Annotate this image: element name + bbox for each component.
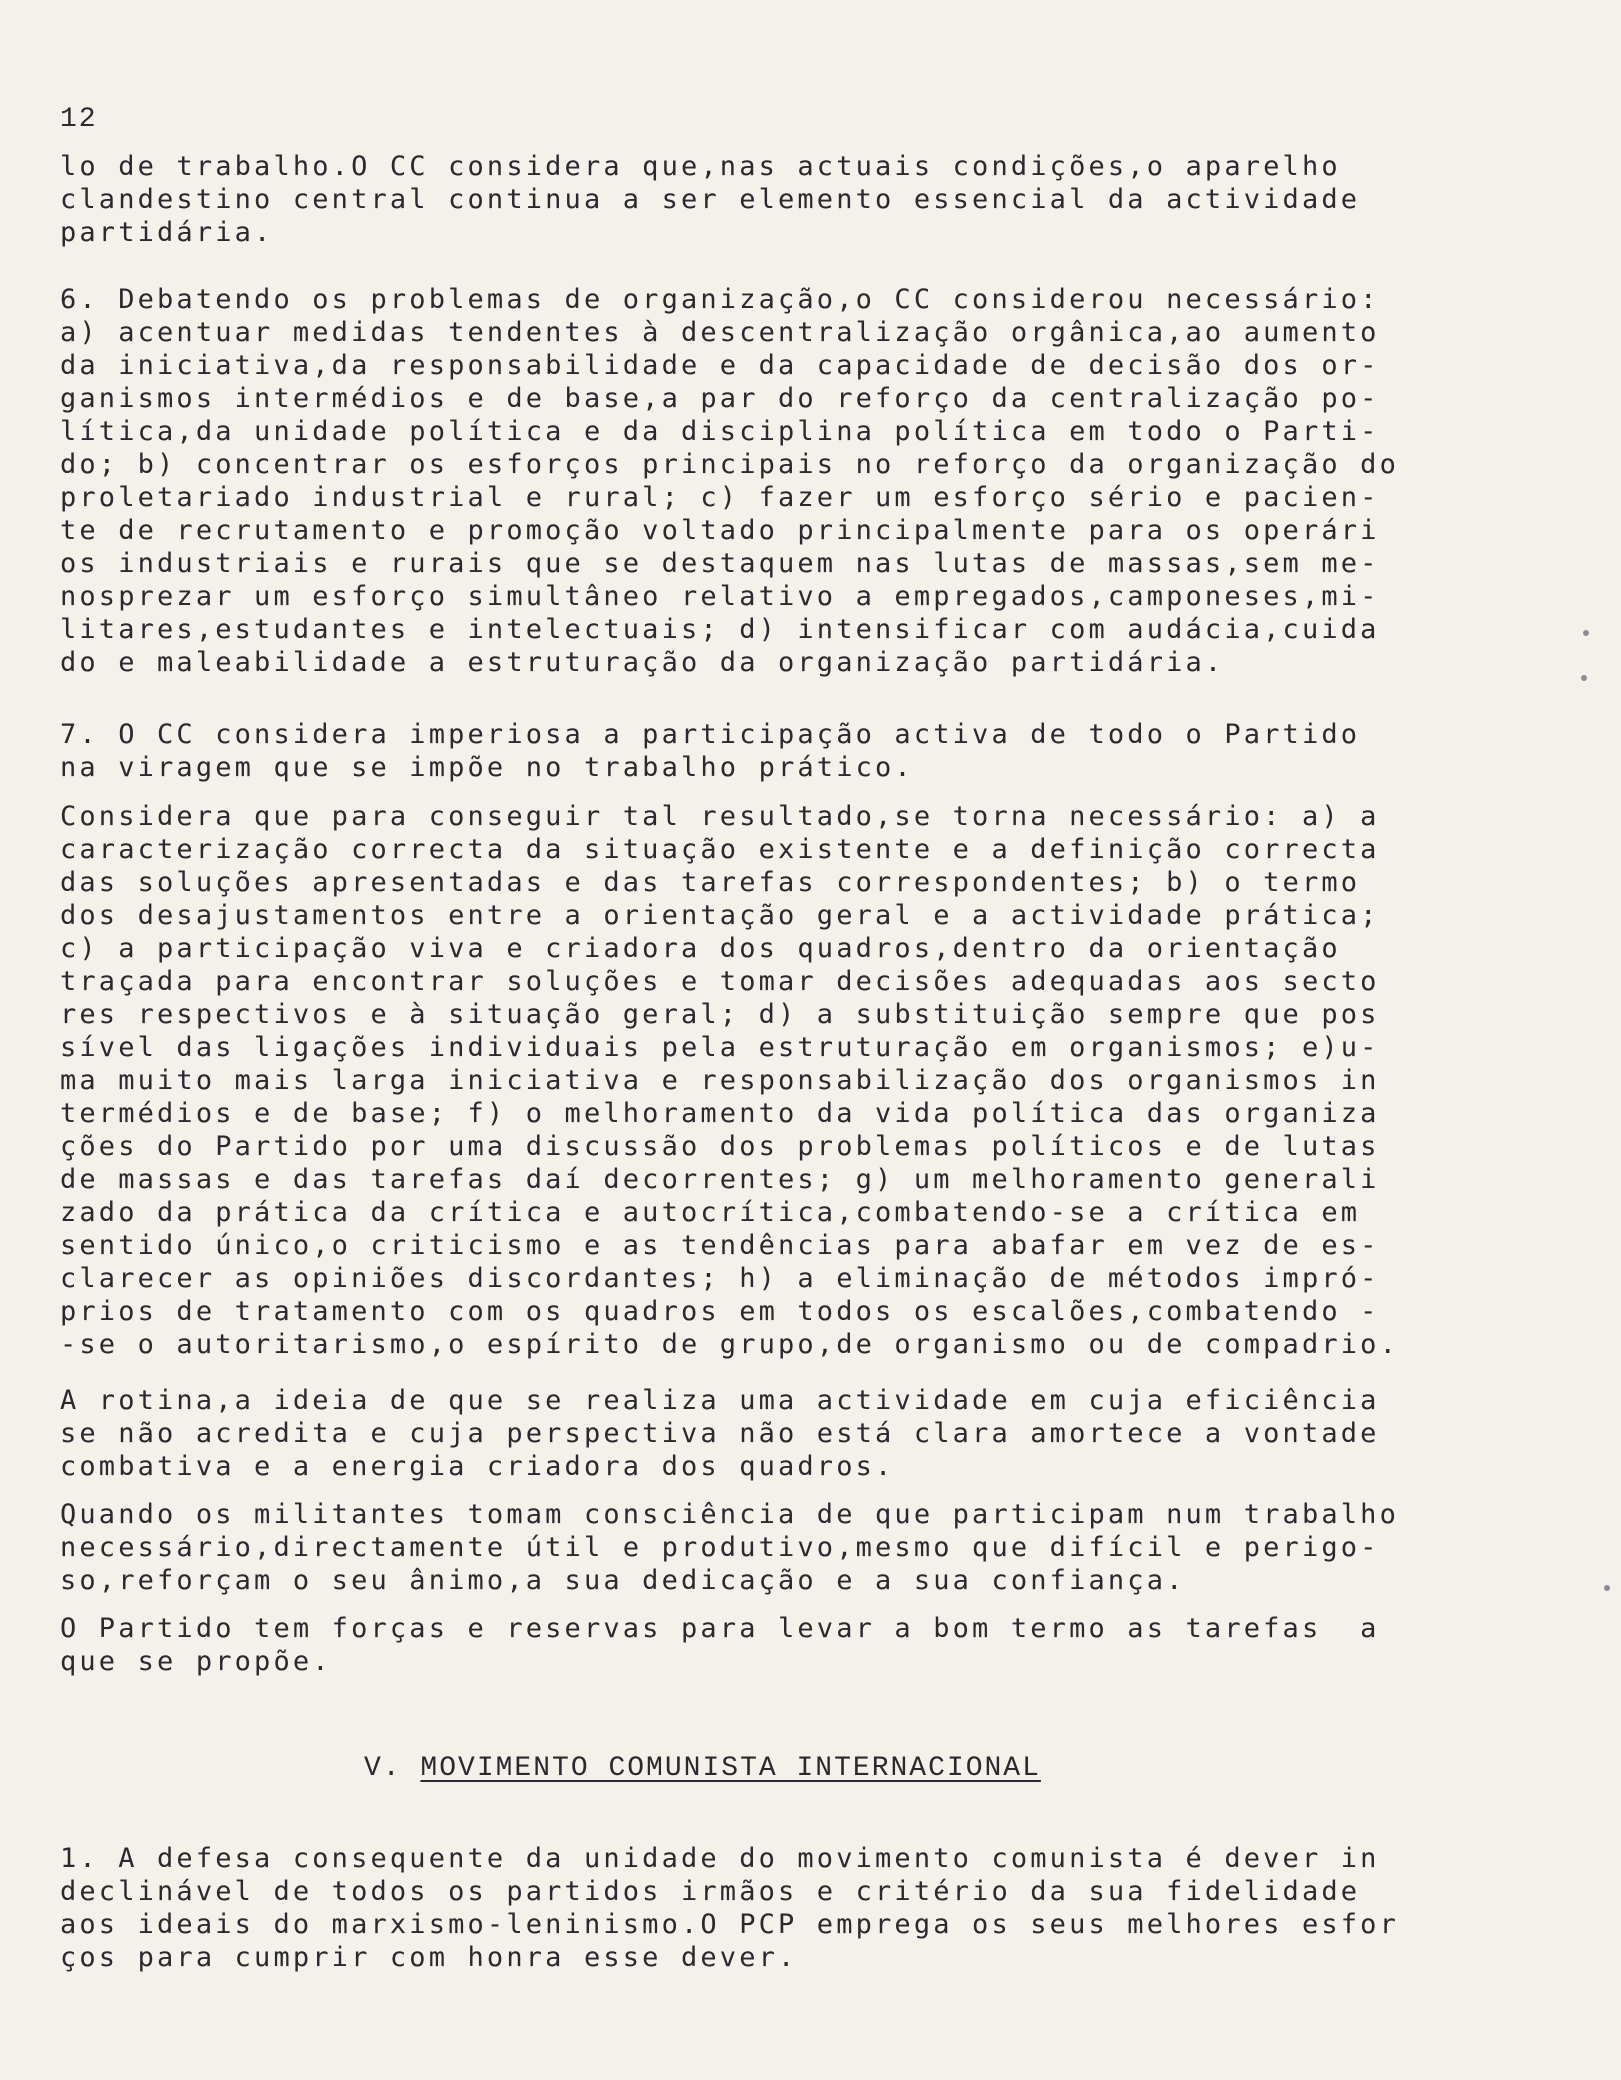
text-line: traçada para encontrar soluções e tomar decisões adequadas aos secto bbox=[60, 966, 1380, 997]
text-line: do; b) concentrar os esforços principais no reforço da organização do bbox=[60, 449, 1399, 480]
text-line: declinável de todos os partidos irmãos e critério da sua fidelidade bbox=[60, 1876, 1361, 1907]
paragraph-rotina bbox=[60, 1384, 1460, 1483]
paragraph-item-6 bbox=[60, 283, 1460, 679]
text-line: ganismos intermédios e de base,a par do reforço da centralização po- bbox=[60, 383, 1380, 414]
margin-speck bbox=[1604, 1585, 1610, 1591]
text-line: da iniciativa,da responsabilidade e da capacidade de decisão dos or- bbox=[60, 350, 1380, 381]
text-line: sentido único,o criticismo e as tendências para abafar em vez de es- bbox=[60, 1230, 1380, 1261]
text-line: O Partido tem forças e reservas para levar a bom termo as tarefas a bbox=[60, 1613, 1380, 1644]
text-line: dos desajustamentos entre a orientação geral e a actividade prática; bbox=[60, 900, 1380, 931]
paragraph-militantes bbox=[60, 1498, 1460, 1597]
text-line: na viragem que se impõe no trabalho prático. bbox=[60, 752, 914, 783]
text-line: lo de trabalho.O CC considera que,nas actuais condições,o aparelho bbox=[60, 151, 1341, 182]
text-line: a) acentuar medidas tendentes à descentralização orgânica,ao aumento bbox=[60, 317, 1380, 348]
text-line: nosprezar um esforço simultâneo relativo a empregados,camponeses,mi- bbox=[60, 581, 1380, 612]
text-line: ções do Partido por uma discussão dos problemas políticos e de lutas bbox=[60, 1131, 1380, 1162]
text-line: necessário,directamente útil e produtivo,mesmo que difícil e perigo- bbox=[60, 1532, 1380, 1563]
margin-speck bbox=[1581, 675, 1587, 681]
text-line: A rotina,a ideia de que se realiza uma actividade em cuja eficiência bbox=[60, 1385, 1380, 1416]
text-line: 7. O CC considera imperiosa a participação activa de todo o Partido bbox=[60, 719, 1361, 750]
text-line: te de recrutamento e promoção voltado principalmente para os operári bbox=[60, 515, 1380, 546]
section-number: V. bbox=[364, 1753, 402, 1784]
paragraph-forcas bbox=[60, 1612, 1460, 1678]
text-line: se não acredita e cuja perspectiva não está clara amortece a vontade bbox=[60, 1418, 1380, 1449]
text-line: termédios e de base; f) o melhoramento da vida política das organiza bbox=[60, 1098, 1380, 1129]
text-line: combativa e a energia criadora dos quadros. bbox=[60, 1451, 895, 1482]
section-heading bbox=[364, 1753, 1041, 1784]
text-line: os industriais e rurais que se destaquem nas lutas de massas,sem me- bbox=[60, 548, 1380, 579]
text-line: do e maleabilidade a estruturação da organização partidária. bbox=[60, 647, 1225, 678]
text-line: ma muito mais larga iniciativa e responsabilização dos organismos in bbox=[60, 1065, 1380, 1096]
text-line: 1. A defesa consequente da unidade do movimento comunista é dever in bbox=[60, 1843, 1380, 1874]
text-line: das soluções apresentadas e das tarefas correspondentes; b) o termo bbox=[60, 867, 1361, 898]
text-line: prios de tratamento com os quadros em todos os escalões,combatendo - bbox=[60, 1296, 1380, 1327]
text-line: aos ideais do marxismo-leninismo.O PCP emprega os seus melhores esfor bbox=[60, 1909, 1399, 1940]
text-line: Considera que para conseguir tal resultado,se torna necessário: a) a bbox=[60, 801, 1380, 832]
text-line: que se propõe. bbox=[60, 1646, 332, 1677]
text-line: partidária. bbox=[60, 217, 274, 248]
text-line: so,reforçam o seu ânimo,a sua dedicação e a sua confiança. bbox=[60, 1565, 1186, 1596]
section-title: MOVIMENTO COMUNISTA INTERNACIONAL bbox=[420, 1753, 1041, 1784]
text-line: 6. Debatendo os problemas de organização,o CC considerou necessário: bbox=[60, 284, 1380, 315]
text-line: c) a participação viva e criadora dos quadros,dentro da orientação bbox=[60, 933, 1341, 964]
text-line: de massas e das tarefas daí decorrentes; g) um melhoramento generali bbox=[60, 1164, 1380, 1195]
page-number: 12 bbox=[60, 104, 98, 135]
text-line: litares,estudantes e intelectuais; d) intensificar com audácia,cuida bbox=[60, 614, 1380, 645]
text-line: lítica,da unidade política e da disciplina política em todo o Parti- bbox=[60, 416, 1380, 447]
text-line: ços para cumprir com honra esse dever. bbox=[60, 1942, 798, 1973]
paragraph-item-1 bbox=[60, 1842, 1460, 1974]
margin-speck bbox=[1583, 630, 1589, 636]
text-line: sível das ligações individuais pela estruturação em organismos; e)u- bbox=[60, 1032, 1380, 1063]
text-line: zado da prática da crítica e autocrítica,combatendo-se a crítica em bbox=[60, 1197, 1361, 1228]
text-line: clandestino central continua a ser elemento essencial da actividade bbox=[60, 184, 1361, 215]
text-line: caracterização correcta da situação existente e a definição correcta bbox=[60, 834, 1380, 865]
paragraph-continuation bbox=[60, 150, 1460, 249]
text-line: clarecer as opiniões discordantes; h) a eliminação de métodos impró- bbox=[60, 1263, 1380, 1294]
text-line: proletariado industrial e rural; c) fazer um esforço sério e pacien- bbox=[60, 482, 1380, 513]
paragraph-considera bbox=[60, 800, 1460, 1361]
paragraph-item-7 bbox=[60, 718, 1460, 784]
text-line: res respectivos e à situação geral; d) a substituição sempre que pos bbox=[60, 999, 1380, 1030]
text-line: Quando os militantes tomam consciência de que participam num trabalho bbox=[60, 1499, 1399, 1530]
text-line: -se o autoritarismo,o espírito de grupo,de organismo ou de compadrio. bbox=[60, 1329, 1399, 1360]
